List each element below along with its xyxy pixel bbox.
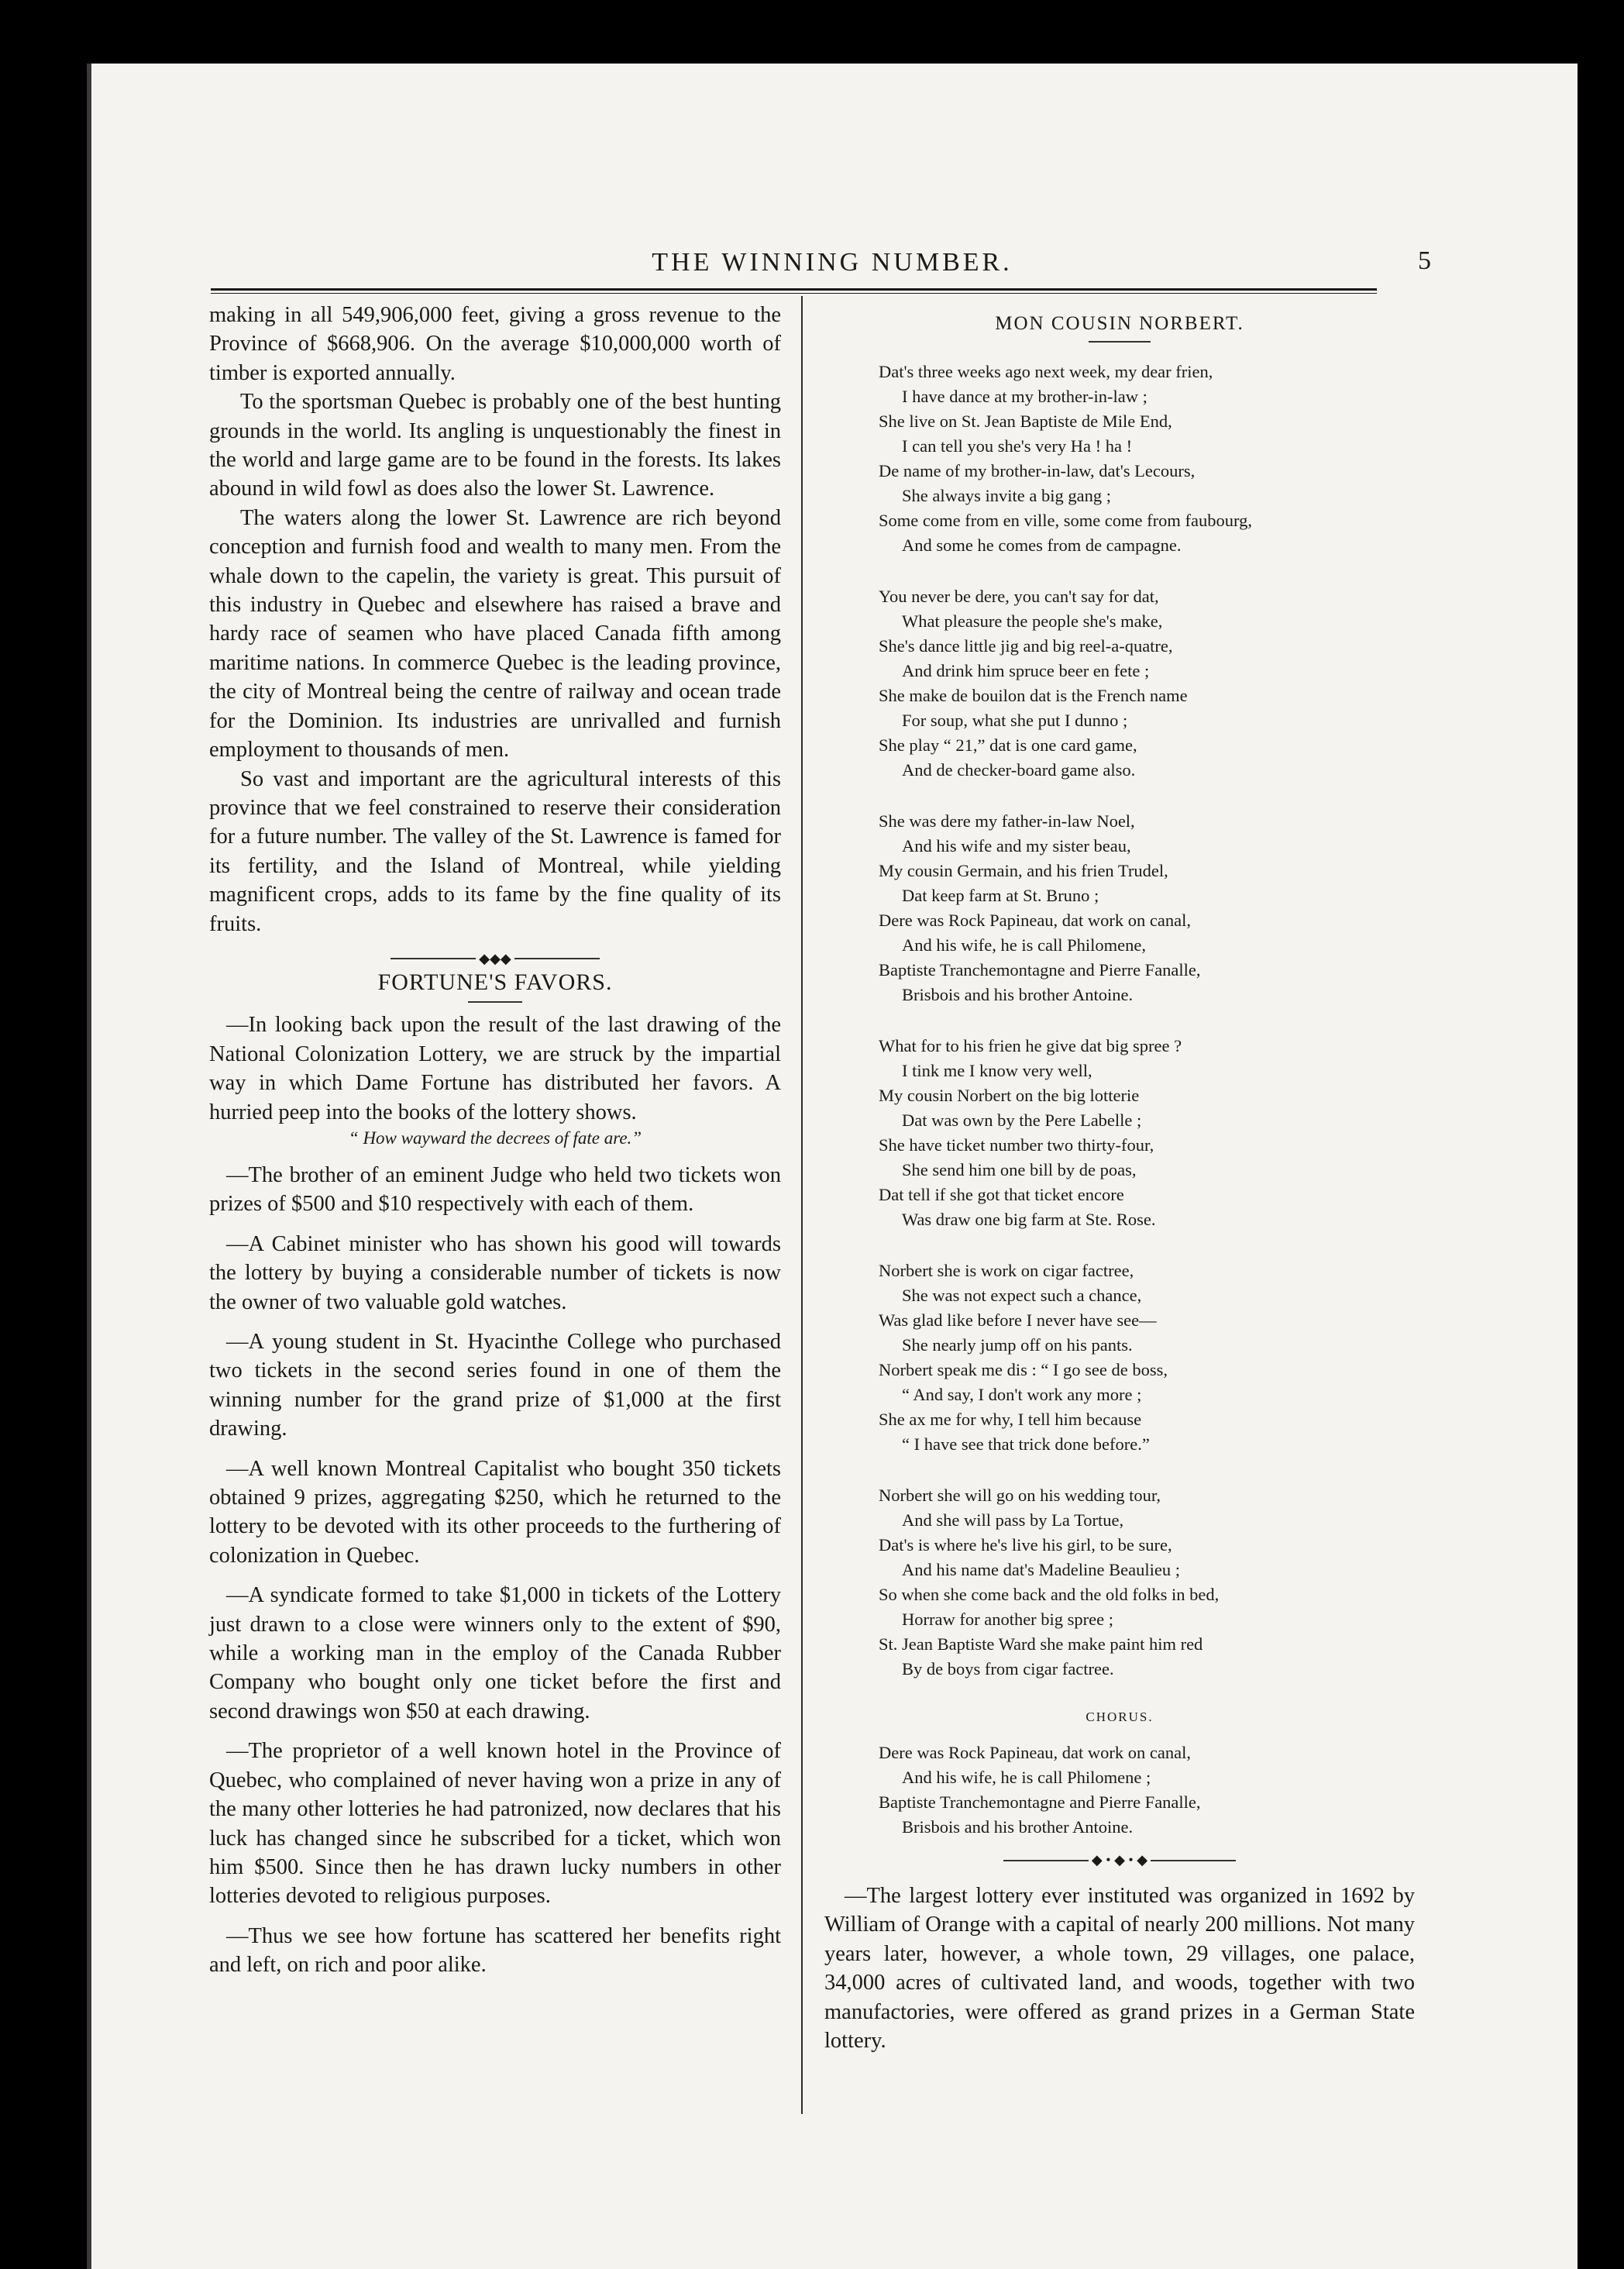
verse-line: What pleasure the people she's make, bbox=[902, 611, 1163, 631]
right-column bbox=[824, 301, 1415, 2055]
verse-line: She was not expect such a chance, bbox=[902, 1286, 1142, 1305]
verse-line: She live on St. Jean Baptiste de Mile End, bbox=[879, 411, 1172, 431]
verse-line: And she will pass by La Tortue, bbox=[902, 1510, 1124, 1530]
stanza bbox=[824, 584, 1415, 783]
verse-line: You never be dere, you can't say for dat, bbox=[879, 587, 1159, 606]
verse-line: Norbert she is work on cigar factree, bbox=[879, 1261, 1134, 1280]
verse-line: I have dance at my brother-in-law ; bbox=[902, 387, 1147, 406]
chorus-label: CHORUS. bbox=[1086, 1709, 1154, 1724]
intro-paragraph: —In looking back upon the result of the last drawing of the National Colonization Lottery, we are struck by the impartial way in which Dame Fortune has distributed her favors. A hurried peep into the books of the lottery shows. bbox=[209, 1013, 781, 1124]
running-title: THE WINNING NUMBER. bbox=[652, 248, 1013, 277]
verse-line: And his wife, he is call Philomene ; bbox=[902, 1768, 1151, 1787]
verse-line: She was dere my father-in-law Noel, bbox=[879, 811, 1135, 831]
list-item: —The proprietor of a well known hotel in the Province of Quebec, who complained of never having won a prize in any of the many other lotteries he had patronized, now declares that his luck has changed since he subscribed for a ticket, which won him $500. Since then he has drawn lucky numbers in other lotteries devoted to religious purposes. bbox=[209, 1739, 781, 1909]
verse-line: And drink him spruce beer en fete ; bbox=[902, 661, 1150, 680]
stanza bbox=[824, 1483, 1415, 1682]
verse-line: Horraw for another big spree ; bbox=[902, 1610, 1114, 1629]
paragraph: To the sportsman Quebec is probably one of the best hunting grounds in the world. Its angling is unquestionably the finest in the world and large game are to be found in the forests. Its lakes abound in wild fowl as does also the lower St. Lawrence. bbox=[209, 390, 781, 501]
verse-line: And his wife, he is call Philomene, bbox=[902, 935, 1146, 955]
stanza bbox=[824, 809, 1415, 1007]
stanza bbox=[824, 1258, 1415, 1457]
quote-line: “ How wayward the decrees of fate are.” bbox=[348, 1128, 642, 1148]
verse-line: Was draw one big farm at Ste. Rose. bbox=[902, 1210, 1156, 1229]
verse-line: What for to his frien he give dat big spree ? bbox=[879, 1036, 1182, 1055]
verse-line: My cousin Norbert on the big lotterie bbox=[879, 1086, 1140, 1105]
verse-line: Norbert she will go on his wedding tour, bbox=[879, 1486, 1161, 1505]
verse-line: She play “ 21,” dat is one card game, bbox=[879, 735, 1137, 755]
verse-line: She have ticket number two thirty-four, bbox=[879, 1135, 1154, 1155]
left-column bbox=[209, 301, 781, 1980]
verse-line: “ I have see that trick done before.” bbox=[902, 1434, 1150, 1454]
verse-line: Dat tell if she got that ticket encore bbox=[879, 1185, 1124, 1204]
verse-line: Brisbois and his brother Antoine. bbox=[902, 985, 1134, 1004]
verse-line: Brisbois and his brother Antoine. bbox=[902, 1817, 1134, 1837]
section-title: FORTUNE'S FAVORS. bbox=[209, 968, 781, 1003]
list-item: —A Cabinet minister who has shown his good will towards the lottery by buying a considerable number of tickets is now the owner of two valuable gold watches. bbox=[209, 1231, 781, 1314]
section-ornament bbox=[824, 1852, 1415, 1871]
verse-line: Dat was own by the Pere Labelle ; bbox=[902, 1110, 1142, 1130]
verse-line: “ And say, I don't work any more ; bbox=[902, 1385, 1142, 1404]
paragraph: So vast and important are the agricultural interests of this province that we feel constrained to reserve their consideration for a future number. The valley of the St. Lawrence is famed for its fertility, and the Island of Montreal, while yielding magnificent crops, adds to its fame by the fine quality of its fruits. bbox=[209, 766, 781, 936]
paragraph: making in all 549,906,000 feet, giving a gross revenue to the Province of $668,906. On the average $10,000,000 worth of timber is exported annually. bbox=[209, 303, 781, 385]
verse-line: Was glad like before I never have see— bbox=[879, 1310, 1157, 1330]
verse-line: St. Jean Baptiste Ward she make paint him red bbox=[879, 1634, 1203, 1654]
chorus bbox=[824, 1740, 1415, 1840]
list-item: —A young student in St. Hyacinthe College who purchased two tickets in the second series found in one of them the winning number for the grand prize of $1,000 at the first drawing. bbox=[209, 1330, 781, 1441]
verse-line: I can tell you she's very Ha ! ha ! bbox=[902, 436, 1133, 456]
verse-line: And his name dat's Madeline Beaulieu ; bbox=[902, 1560, 1180, 1579]
verse-line: By de boys from cigar factree. bbox=[902, 1659, 1114, 1679]
verse-line: For soup, what she put I dunno ; bbox=[902, 711, 1128, 730]
verse-line: She always invite a big gang ; bbox=[902, 486, 1111, 505]
header-rule bbox=[211, 288, 1377, 294]
page-content bbox=[87, 64, 1578, 2269]
page-number: 5 bbox=[1418, 246, 1431, 275]
verse-line: Some come from en ville, some come from faubourg, bbox=[879, 511, 1252, 530]
verse-line: Dere was Rock Papineau, dat work on canal, bbox=[879, 911, 1191, 930]
poem bbox=[824, 360, 1415, 1840]
verse-line: And some he comes from de campagne. bbox=[902, 535, 1182, 555]
verse-line: Baptiste Tranchemontagne and Pierre Fanalle, bbox=[879, 1792, 1201, 1812]
poem-title: MON COUSIN NORBERT. bbox=[824, 313, 1415, 343]
verse-line: She send him one bill by de poas, bbox=[902, 1160, 1137, 1179]
verse-line: Dat keep farm at St. Bruno ; bbox=[902, 886, 1099, 905]
stanza bbox=[824, 1034, 1415, 1232]
verse-line: Dat's is where he's live his girl, to be sure, bbox=[879, 1535, 1172, 1555]
verse-line: So when she come back and the old folks in bed, bbox=[879, 1585, 1220, 1604]
verse-line: Norbert speak me dis : “ I go see de boss, bbox=[879, 1360, 1168, 1379]
closing-paragraph: —The largest lottery ever instituted was organized in 1692 by William of Orange with a capital of nearly 200 millions. Not many years later, however, a whole town, 29 villages, one palace, 34,000 acres of cultivated land, and woods, together with two manufactories, were offered as grand prizes in a German State lottery. bbox=[824, 1884, 1415, 2054]
diamond-ornament-icon: ◆◆◆ bbox=[479, 950, 511, 966]
verse-line: She ax me for why, I tell him because bbox=[879, 1410, 1142, 1429]
verse-line: I tink me I know very well, bbox=[902, 1061, 1092, 1080]
verse-line: She make de bouilon dat is the French name bbox=[879, 686, 1188, 705]
verse-line: She nearly jump off on his pants. bbox=[902, 1335, 1133, 1355]
list-item: —A syndicate formed to take $1,000 in tickets of the Lottery just drawn to a close were winners only to the extent of $90, while a working man in the employ of the Canada Rubber Company who bought only one ticket before the first and second drawings won $50 at each drawing. bbox=[209, 1583, 781, 1723]
section-ornament bbox=[209, 943, 781, 966]
diamond-ornament-icon: ◆ • ◆ • ◆ bbox=[1091, 1852, 1148, 1868]
stanza bbox=[824, 360, 1415, 558]
column-divider bbox=[801, 296, 803, 2114]
verse-line: She's dance little jig and big reel-a-quatre, bbox=[879, 636, 1173, 656]
verse-line: Dat's three weeks ago next week, my dear frien, bbox=[879, 362, 1213, 381]
list-item: —Thus we see how fortune has scattered her benefits right and left, on rich and poor alike. bbox=[209, 1923, 781, 1978]
verse-line: Baptiste Tranchemontagne and Pierre Fanalle, bbox=[879, 960, 1201, 980]
verse-line: My cousin Germain, and his frien Trudel, bbox=[879, 861, 1168, 880]
scan-border bbox=[0, 0, 87, 2269]
verse-line: And de checker-board game also. bbox=[902, 760, 1136, 780]
verse-line: De name of my brother-in-law, dat's Lecours, bbox=[879, 461, 1196, 480]
paragraph: The waters along the lower St. Lawrence are rich beyond conception and furnish food and wealth to many men. From the whale down to the capelin, the variety is great. This pursuit of this industry in Quebec and elsewhere has raised a brave and hardy race of seamen who have placed Canada fifth among maritime nations. In commerce Quebec is the leading province, the city of Montreal being the centre of railway and ocean trade for the Dominion. Its industries are unrivalled and furnish employment to thousands of men. bbox=[209, 505, 781, 763]
list-item: —A well known Montreal Capitalist who bought 350 tickets obtained 9 prizes, aggregating $250, which he returned to the lottery to be devoted with its other proceeds to the furthering of colonization in Quebec. bbox=[209, 1456, 781, 1568]
list-item: —The brother of an eminent Judge who held two tickets won prizes of $500 and $10 respectively with each of them. bbox=[209, 1162, 781, 1217]
verse-line: Dere was Rock Papineau, dat work on canal, bbox=[879, 1743, 1191, 1762]
verse-line: And his wife and my sister beau, bbox=[902, 836, 1131, 856]
